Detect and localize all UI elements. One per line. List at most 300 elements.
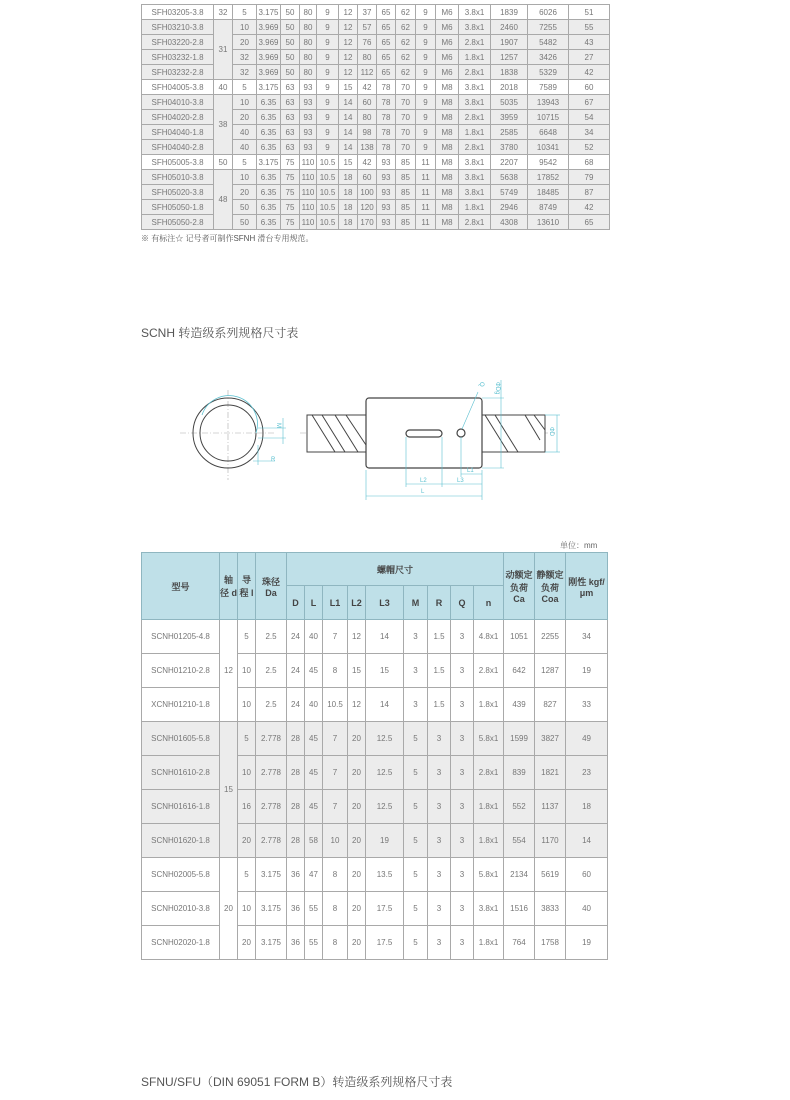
table-cell: 54 bbox=[569, 110, 610, 125]
header-d: D bbox=[287, 586, 305, 620]
table-cell: 6.35 bbox=[257, 170, 281, 185]
table-cell: 65 bbox=[377, 65, 396, 80]
table-cell: 2460 bbox=[491, 20, 528, 35]
table-cell: 78 bbox=[377, 80, 396, 95]
table-cell: 5 bbox=[233, 5, 257, 20]
table-cell: 50 bbox=[214, 155, 233, 170]
table-row bbox=[142, 824, 608, 858]
table-cell: 14 bbox=[339, 140, 358, 155]
table-cell: 93 bbox=[300, 110, 317, 125]
table-cell: 2585 bbox=[491, 125, 528, 140]
table-cell: M8 bbox=[436, 215, 459, 230]
table-cell: 1.8x1 bbox=[474, 926, 504, 960]
table-cell: 20 bbox=[233, 185, 257, 200]
label-l3: L3 bbox=[457, 478, 464, 484]
table-cell: 110 bbox=[300, 200, 317, 215]
table-cell: 3959 bbox=[491, 110, 528, 125]
table-cell: 70 bbox=[396, 80, 416, 95]
table-cell: 78 bbox=[377, 95, 396, 110]
table-cell: 3 bbox=[451, 688, 474, 722]
table-cell: 3 bbox=[404, 620, 428, 654]
table-cell: 10.5 bbox=[323, 688, 348, 722]
table-cell: 58 bbox=[305, 824, 323, 858]
table-cell: 33 bbox=[566, 688, 608, 722]
table-cell: 63 bbox=[281, 125, 300, 140]
table-cell: 93 bbox=[300, 140, 317, 155]
table-row bbox=[142, 95, 610, 110]
model-cell: SFH03232-2.8 bbox=[142, 65, 214, 80]
table-cell: 2.8x1 bbox=[459, 35, 491, 50]
table-cell: 50 bbox=[281, 65, 300, 80]
table-cell: 55 bbox=[305, 892, 323, 926]
table-cell: 40 bbox=[566, 892, 608, 926]
table-row bbox=[142, 110, 610, 125]
table-cell: 12.5 bbox=[366, 790, 404, 824]
table-cell: 80 bbox=[300, 5, 317, 20]
table-cell: 20 bbox=[233, 35, 257, 50]
table-cell: 15 bbox=[339, 155, 358, 170]
table-cell: 20 bbox=[348, 790, 366, 824]
table-cell: 10 bbox=[238, 688, 256, 722]
table-row bbox=[142, 50, 610, 65]
table-cell: 12 bbox=[339, 50, 358, 65]
table-cell: 3 bbox=[404, 688, 428, 722]
table-cell: 5 bbox=[233, 80, 257, 95]
table-cell: 32 bbox=[233, 50, 257, 65]
table-cell: 55 bbox=[569, 20, 610, 35]
model-cell: SCNH01605-5.8 bbox=[142, 722, 220, 756]
header-l: L bbox=[305, 586, 323, 620]
table-cell: 9 bbox=[416, 65, 436, 80]
model-cell: SCNH01210-2.8 bbox=[142, 654, 220, 688]
table-cell: 9 bbox=[317, 80, 339, 95]
table-cell: 9 bbox=[317, 35, 339, 50]
table-cell: 12 bbox=[339, 65, 358, 80]
header-static-load: 静额定 负荷 Coa bbox=[535, 553, 566, 620]
table-cell: 3.969 bbox=[257, 50, 281, 65]
table-cell: 32 bbox=[233, 65, 257, 80]
model-cell: SFH05010-3.8 bbox=[142, 170, 214, 185]
table-cell: 50 bbox=[233, 215, 257, 230]
table-row bbox=[142, 140, 610, 155]
table-cell: 5 bbox=[404, 858, 428, 892]
table-cell: 98 bbox=[358, 125, 377, 140]
table-cell: 554 bbox=[504, 824, 535, 858]
header-nut-dimensions: 螺帽尺寸 bbox=[287, 553, 504, 586]
table-cell: 80 bbox=[300, 65, 317, 80]
table-row bbox=[142, 215, 610, 230]
table-cell: 6.35 bbox=[257, 95, 281, 110]
table-cell: 3.8x1 bbox=[459, 185, 491, 200]
scnh-spec-table bbox=[141, 552, 608, 960]
table-cell: 8749 bbox=[528, 200, 569, 215]
table-cell: 3.175 bbox=[257, 155, 281, 170]
table-cell: 93 bbox=[377, 170, 396, 185]
header-q: Q bbox=[451, 586, 474, 620]
table-cell: 65 bbox=[377, 5, 396, 20]
table-cell: 9 bbox=[317, 65, 339, 80]
table-cell: 1170 bbox=[535, 824, 566, 858]
label-m: M bbox=[275, 423, 281, 428]
table-cell: 3 bbox=[451, 858, 474, 892]
table-cell: 24 bbox=[287, 688, 305, 722]
table-cell: 3 bbox=[451, 654, 474, 688]
table-cell: 93 bbox=[300, 80, 317, 95]
table-cell: 4.8x1 bbox=[474, 620, 504, 654]
table-cell: 93 bbox=[377, 185, 396, 200]
table-cell: 19 bbox=[566, 654, 608, 688]
table-cell: 9 bbox=[317, 140, 339, 155]
table-cell: 7 bbox=[323, 722, 348, 756]
table-cell: 50 bbox=[281, 35, 300, 50]
table-cell: 7 bbox=[323, 756, 348, 790]
table-cell: 42 bbox=[358, 80, 377, 95]
table-cell: 10.5 bbox=[317, 200, 339, 215]
table-cell: 24 bbox=[287, 654, 305, 688]
table-cell: 87 bbox=[569, 185, 610, 200]
table-cell: M6 bbox=[436, 20, 459, 35]
table-cell: 42 bbox=[569, 65, 610, 80]
table-cell: 2.8x1 bbox=[459, 110, 491, 125]
table-cell: 63 bbox=[281, 95, 300, 110]
table-cell: 3 bbox=[428, 858, 451, 892]
table-cell: 5 bbox=[238, 722, 256, 756]
table-cell: 17852 bbox=[528, 170, 569, 185]
table-cell: 7255 bbox=[528, 20, 569, 35]
table-cell: 6.35 bbox=[257, 200, 281, 215]
table-cell: 75 bbox=[281, 200, 300, 215]
table-cell: 4308 bbox=[491, 215, 528, 230]
table-cell: 5 bbox=[404, 892, 428, 926]
table-cell: 3.175 bbox=[257, 80, 281, 95]
table-cell: 68 bbox=[569, 155, 610, 170]
table-cell: 3.175 bbox=[256, 892, 287, 926]
table-cell: 6.35 bbox=[257, 185, 281, 200]
model-cell: SFH05005-3.8 bbox=[142, 155, 214, 170]
table-row bbox=[142, 790, 608, 824]
table-cell: 3.8x1 bbox=[459, 155, 491, 170]
table-cell: 2134 bbox=[504, 858, 535, 892]
table-cell: 5 bbox=[404, 790, 428, 824]
model-cell: SFH04040-2.8 bbox=[142, 140, 214, 155]
table-cell: 43 bbox=[569, 35, 610, 50]
table-cell: 1.8x1 bbox=[474, 688, 504, 722]
nut-body bbox=[366, 398, 482, 468]
table-cell: 12.5 bbox=[366, 756, 404, 790]
table-cell: 5035 bbox=[491, 95, 528, 110]
table-cell: 12 bbox=[348, 620, 366, 654]
table-cell: 85 bbox=[396, 185, 416, 200]
table-cell: 14 bbox=[566, 824, 608, 858]
table-row bbox=[142, 654, 608, 688]
table-cell: 9 bbox=[416, 125, 436, 140]
header-l3: L3 bbox=[366, 586, 404, 620]
table-cell: 16 bbox=[238, 790, 256, 824]
scnh-section-title: SCNH 转造级系列规格尺寸表 bbox=[141, 326, 299, 340]
model-cell: SCNH02020-1.8 bbox=[142, 926, 220, 960]
table-cell: 3 bbox=[451, 926, 474, 960]
table-cell: 2255 bbox=[535, 620, 566, 654]
table-row bbox=[142, 20, 610, 35]
table-cell: 764 bbox=[504, 926, 535, 960]
table-cell: 62 bbox=[396, 65, 416, 80]
table-cell: M8 bbox=[436, 140, 459, 155]
table-cell: 9 bbox=[416, 35, 436, 50]
table-cell: 2.778 bbox=[256, 756, 287, 790]
table-cell: 6.35 bbox=[257, 140, 281, 155]
table-cell: 10 bbox=[233, 95, 257, 110]
table-cell: 38 bbox=[214, 95, 233, 155]
table-cell: 7589 bbox=[528, 80, 569, 95]
table-cell: 28 bbox=[287, 790, 305, 824]
table-cell: 18 bbox=[339, 170, 358, 185]
table-cell: 3 bbox=[428, 892, 451, 926]
table-cell: 2.5 bbox=[256, 620, 287, 654]
table-cell: 3 bbox=[451, 620, 474, 654]
table-cell: 3.175 bbox=[256, 858, 287, 892]
sfh-spec-table bbox=[141, 4, 610, 230]
table-cell: 10.5 bbox=[317, 215, 339, 230]
table-cell: 70 bbox=[396, 110, 416, 125]
model-cell: SFH04040-1.8 bbox=[142, 125, 214, 140]
table-cell: 93 bbox=[377, 215, 396, 230]
label-dg: ΦDg bbox=[494, 382, 500, 395]
table-cell: 3 bbox=[451, 892, 474, 926]
table-cell: 1.8x1 bbox=[459, 125, 491, 140]
table-cell: 60 bbox=[358, 95, 377, 110]
table-cell: 3 bbox=[428, 756, 451, 790]
table-cell: 18485 bbox=[528, 185, 569, 200]
table-cell: 3.8x1 bbox=[459, 80, 491, 95]
table-cell: 12 bbox=[348, 688, 366, 722]
table-cell: 76 bbox=[358, 35, 377, 50]
table-cell: 3 bbox=[428, 790, 451, 824]
table-cell: 36 bbox=[287, 858, 305, 892]
table-cell: 80 bbox=[300, 50, 317, 65]
table-cell: 31 bbox=[214, 20, 233, 80]
table-cell: 2.8x1 bbox=[474, 756, 504, 790]
table-cell: 1839 bbox=[491, 5, 528, 20]
table-cell: 20 bbox=[238, 824, 256, 858]
model-cell: SFH03210-3.8 bbox=[142, 20, 214, 35]
table-cell: 9 bbox=[317, 50, 339, 65]
table-cell: 28 bbox=[287, 722, 305, 756]
table-cell: 63 bbox=[281, 110, 300, 125]
table-cell: 18 bbox=[339, 200, 358, 215]
table-row bbox=[142, 125, 610, 140]
table-cell: 9 bbox=[317, 110, 339, 125]
table-cell: 110 bbox=[300, 215, 317, 230]
table-cell: 112 bbox=[358, 65, 377, 80]
table-cell: 5 bbox=[404, 824, 428, 858]
table-cell: 24 bbox=[287, 620, 305, 654]
table-cell: 2.8x1 bbox=[459, 65, 491, 80]
table-cell: 3 bbox=[428, 824, 451, 858]
table-cell: 36 bbox=[287, 892, 305, 926]
table-cell: 75 bbox=[281, 185, 300, 200]
table-cell: 17.5 bbox=[366, 892, 404, 926]
table-cell: 3 bbox=[428, 926, 451, 960]
header-l1: L1 bbox=[323, 586, 348, 620]
table-cell: 3.175 bbox=[256, 926, 287, 960]
table-cell: 10 bbox=[233, 170, 257, 185]
table-cell: 10341 bbox=[528, 140, 569, 155]
table-cell: M6 bbox=[436, 65, 459, 80]
table-cell: 80 bbox=[358, 110, 377, 125]
table-cell: 2.8x1 bbox=[459, 140, 491, 155]
table-row bbox=[142, 620, 608, 654]
table-cell: 78 bbox=[377, 110, 396, 125]
table-cell: 100 bbox=[358, 185, 377, 200]
header-m: M bbox=[404, 586, 428, 620]
model-cell: SFH04005-3.8 bbox=[142, 80, 214, 95]
table-cell: 63 bbox=[281, 140, 300, 155]
table-cell: 5 bbox=[233, 155, 257, 170]
table-cell: 642 bbox=[504, 654, 535, 688]
table-cell: 1599 bbox=[504, 722, 535, 756]
table-cell: 28 bbox=[287, 756, 305, 790]
header-r: R bbox=[428, 586, 451, 620]
table-cell: 827 bbox=[535, 688, 566, 722]
table-cell: 40 bbox=[233, 125, 257, 140]
table-cell: 10 bbox=[238, 654, 256, 688]
header-ball-dia: 珠径 Da bbox=[256, 553, 287, 620]
table-cell: 45 bbox=[305, 790, 323, 824]
table-cell: 34 bbox=[566, 620, 608, 654]
table-cell: 11 bbox=[416, 215, 436, 230]
table-cell: 79 bbox=[569, 170, 610, 185]
model-cell: SCNH02010-3.8 bbox=[142, 892, 220, 926]
table-cell: 14 bbox=[339, 125, 358, 140]
table-cell: 19 bbox=[566, 926, 608, 960]
table-cell: 85 bbox=[396, 170, 416, 185]
table-cell: 5329 bbox=[528, 65, 569, 80]
table-cell: 6.35 bbox=[257, 110, 281, 125]
header-n: n bbox=[474, 586, 504, 620]
model-cell: SFH03205-3.8 bbox=[142, 5, 214, 20]
table-cell: 10.5 bbox=[317, 155, 339, 170]
table-cell: 14 bbox=[366, 620, 404, 654]
table-cell: 42 bbox=[358, 155, 377, 170]
table-cell: 50 bbox=[281, 5, 300, 20]
table-cell: 23 bbox=[566, 756, 608, 790]
table-row bbox=[142, 926, 608, 960]
table-cell: 6026 bbox=[528, 5, 569, 20]
table-cell: 40 bbox=[233, 140, 257, 155]
model-cell: SFH05020-3.8 bbox=[142, 185, 214, 200]
table-cell: 15 bbox=[339, 80, 358, 95]
table-cell: 20 bbox=[233, 110, 257, 125]
table-cell: 62 bbox=[396, 35, 416, 50]
table-cell: 14 bbox=[339, 110, 358, 125]
header-lead: 导程 l bbox=[238, 553, 256, 620]
table-cell: 110 bbox=[300, 155, 317, 170]
label-l2: L2 bbox=[420, 478, 427, 484]
table-cell: 9 bbox=[416, 140, 436, 155]
table-cell: 20 bbox=[348, 824, 366, 858]
label-r: R bbox=[271, 457, 276, 463]
table-cell: 5619 bbox=[535, 858, 566, 892]
table-cell: 17.5 bbox=[366, 926, 404, 960]
table-cell: 5749 bbox=[491, 185, 528, 200]
table-cell: 18 bbox=[339, 185, 358, 200]
table-cell: 1838 bbox=[491, 65, 528, 80]
table-cell: 8 bbox=[323, 654, 348, 688]
table-cell: 5.8x1 bbox=[474, 722, 504, 756]
table-cell: 40 bbox=[305, 620, 323, 654]
table-cell: 110 bbox=[300, 170, 317, 185]
table-cell: 1.8x1 bbox=[459, 50, 491, 65]
table-cell: 1051 bbox=[504, 620, 535, 654]
label-d: ΦD bbox=[548, 427, 554, 437]
table-cell: 5 bbox=[404, 756, 428, 790]
table-cell: 40 bbox=[305, 688, 323, 722]
table-cell: 48 bbox=[214, 170, 233, 230]
table-cell: 65 bbox=[569, 215, 610, 230]
table-cell: 1.5 bbox=[428, 654, 451, 688]
table-cell: 839 bbox=[504, 756, 535, 790]
table-cell: 1821 bbox=[535, 756, 566, 790]
table-cell: 5482 bbox=[528, 35, 569, 50]
table-cell: 12.5 bbox=[366, 722, 404, 756]
table-cell: 36 bbox=[287, 926, 305, 960]
table-cell: 27 bbox=[569, 50, 610, 65]
table-cell: 62 bbox=[396, 50, 416, 65]
table-row bbox=[142, 756, 608, 790]
table-cell: 20 bbox=[348, 926, 366, 960]
table-cell: 2.778 bbox=[256, 824, 287, 858]
table-cell: 1907 bbox=[491, 35, 528, 50]
table-cell: 12 bbox=[339, 35, 358, 50]
table-cell: 3 bbox=[451, 722, 474, 756]
table-cell: 10 bbox=[238, 756, 256, 790]
table-row bbox=[142, 688, 608, 722]
table-cell: 78 bbox=[377, 140, 396, 155]
table-cell: M8 bbox=[436, 170, 459, 185]
table-cell: 3426 bbox=[528, 50, 569, 65]
table-cell: 2.8x1 bbox=[474, 654, 504, 688]
table-cell: 7 bbox=[323, 620, 348, 654]
table-cell: 3780 bbox=[491, 140, 528, 155]
table-cell: 3.969 bbox=[257, 65, 281, 80]
table-cell: 2207 bbox=[491, 155, 528, 170]
table-row bbox=[142, 858, 608, 892]
table-footnote: ※ 有标注☆ 记号者可制作SFNH 滑台专用规范。 bbox=[141, 234, 314, 243]
table-cell: 9 bbox=[416, 5, 436, 20]
table-cell: 52 bbox=[569, 140, 610, 155]
table-cell: M6 bbox=[436, 5, 459, 20]
table-cell: 3.8x1 bbox=[459, 5, 491, 20]
table-cell: 6.35 bbox=[257, 125, 281, 140]
table-cell: 1.8x1 bbox=[474, 824, 504, 858]
table-cell: 9 bbox=[317, 95, 339, 110]
table-cell: 40 bbox=[214, 80, 233, 95]
table-cell: 2.8x1 bbox=[459, 215, 491, 230]
table-cell: 552 bbox=[504, 790, 535, 824]
model-cell: SCNH01616-1.8 bbox=[142, 790, 220, 824]
table-cell: 3.8x1 bbox=[459, 170, 491, 185]
table-row bbox=[142, 155, 610, 170]
table-cell: 1287 bbox=[535, 654, 566, 688]
model-cell: SCNH02005-5.8 bbox=[142, 858, 220, 892]
table-cell: 62 bbox=[396, 5, 416, 20]
table-cell: 12 bbox=[339, 20, 358, 35]
table-cell: 1758 bbox=[535, 926, 566, 960]
table-cell: 1137 bbox=[535, 790, 566, 824]
table-cell: 1.5 bbox=[428, 688, 451, 722]
model-cell: SFH03232-1.8 bbox=[142, 50, 214, 65]
table-cell: 18 bbox=[339, 215, 358, 230]
